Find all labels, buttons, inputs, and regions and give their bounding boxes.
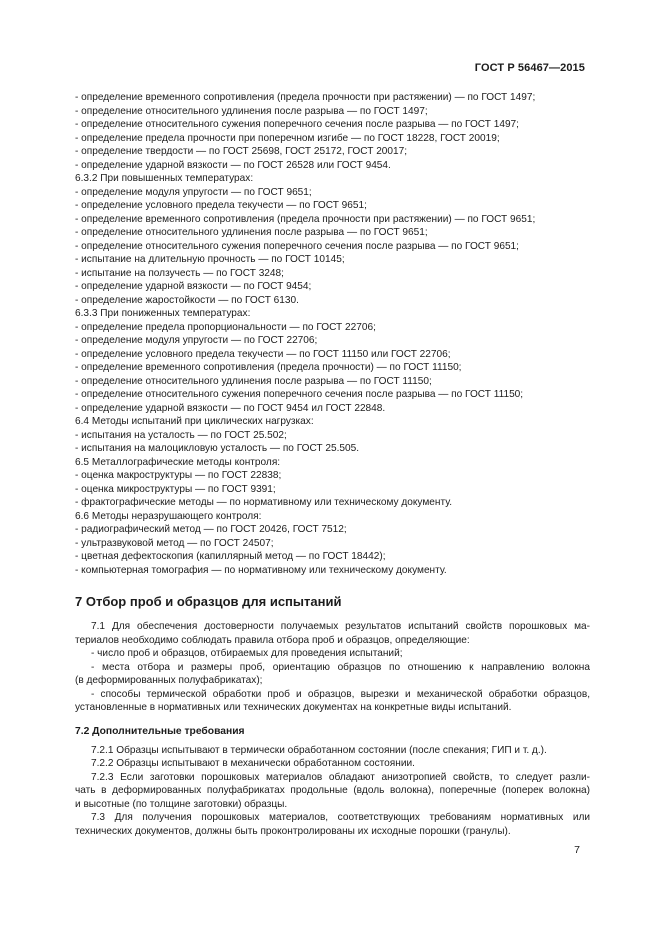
list-line: - определение относительного удлинения после разрыва — по ГОСТ 9651; (75, 227, 428, 238)
paragraph-7-2-3-line: 7.2.3 Если заготовки порошковых материалов обладают анизотропией свойств, то следует разли- (91, 771, 590, 783)
list-line: - определение относительного сужения поперечного сечения после разрыва — по ГОСТ 1497; (75, 119, 519, 130)
list-line: - определение модуля упругости — по ГОСТ 22706; (75, 335, 318, 346)
bullet-item-continued: (в деформированных полуфабрикатах); (75, 675, 263, 686)
list-line: - испытания на усталость — по ГОСТ 25.502; (75, 429, 287, 441)
list-line: - определение предела пропорциональности — по ГОСТ 22706; (75, 321, 376, 333)
document-id: ГОСТ Р 56467—2015 (474, 62, 585, 74)
list-line: - радиографический метод — по ГОСТ 20426, ГОСТ 7512; (75, 524, 347, 535)
list-line: - компьютерная томография — по нормативному или техническому документу. (75, 564, 447, 576)
list-line: 6.3.3 При пониженных температурах: (75, 308, 251, 319)
list-line: - ультразвуковой метод — по ГОСТ 24507; (75, 537, 274, 549)
list-line: - определение относительного удлинения после разрыва — по ГОСТ 11150; (75, 375, 432, 387)
list-line: - оценка макроструктуры — по ГОСТ 22838; (75, 470, 282, 481)
list-line: - испытание на длительную прочность — по ГОСТ 10145; (75, 254, 345, 265)
paragraph-7-2-3-line: и высотные (по толщине заготовки) образцы. (75, 798, 288, 810)
paragraph-7-1-line: териалов необходимо соблюдать правила отбора проб и образцов, определяющие: (75, 634, 470, 646)
list-line: - испытания на малоцикловую усталость — по ГОСТ 25.505. (75, 443, 360, 454)
list-line: 6.6 Методы неразрушающего контроля: (75, 510, 262, 522)
bullet-item: - места отбора и размеры проб, ориентацию образцов по отношению к направлению волокна (91, 661, 590, 673)
list-line: - определение ударной вязкости — по ГОСТ 9454; (75, 281, 312, 292)
bullet-item: - способы термической обработки проб и образцов, вырезки и механической обработки образцов, (91, 688, 590, 700)
paragraph-7-3-line: 7.3 Для получения порошковых материалов, соответствующих требованиям нормативных или (91, 812, 590, 823)
list-line: - определение условного предела текучести — по ГОСТ 9651; (75, 200, 367, 211)
page-number: 7 (574, 844, 580, 856)
subsection-7-2-title: 7.2 Дополнительные требования (75, 725, 245, 737)
list-line: - оценка микроструктуры — по ГОСТ 9391; (75, 483, 276, 495)
list-line: - фрактографические методы — по нормативному или техническому документу. (75, 497, 453, 508)
list-line: - определение временного сопротивления (предела прочности) — по ГОСТ 11150; (75, 362, 462, 373)
paragraph-7-1-line: 7.1 Для обеспечения достоверности получаемых результатов испытаний свойств порошковых ма- (91, 621, 590, 632)
test-methods-list (75, 91, 590, 577)
list-line: - определение относительного сужения поперечного сечения после разрыва — по ГОСТ 11150; (75, 389, 524, 400)
section-7-title: 7 Отбор проб и образцов для испытаний (75, 594, 342, 609)
list-line: - определение предела прочности при поперечном изгибе — по ГОСТ 18228, ГОСТ 20019; (75, 132, 500, 144)
section-7-body (75, 620, 590, 838)
list-line: 6.5 Металлографические методы контроля: (75, 456, 281, 468)
list-line: - определение условного предела текучести — по ГОСТ 11150 или ГОСТ 22706; (75, 348, 451, 360)
list-line: - определение временного сопротивления (предела прочности при растяжении) — по ГОСТ 1497; (75, 92, 536, 103)
bullet-item-continued: установленные в нормативных или технических документах на конкретные виды испытаний. (75, 702, 512, 713)
list-line: - испытание на ползучесть — по ГОСТ 3248; (75, 267, 284, 279)
paragraph-7-2-2: 7.2.2 Образцы испытывают в механически обработанном состоянии. (91, 758, 415, 769)
paragraph-7-3-line: технических документов, должны быть проконтролированы их исходные порошки (гранулы). (75, 825, 511, 837)
paragraph-7-2-1: 7.2.1 Образцы испытывают в термически обработанном состоянии (после спекания; ГИП и т. д.). (91, 744, 547, 756)
list-line: - определение твердости — по ГОСТ 25698, ГОСТ 25172, ГОСТ 20017; (75, 146, 408, 157)
list-line: - определение модуля упругости — по ГОСТ 9651; (75, 186, 312, 198)
paragraph-7-2-3-line: чать в деформированных полуфабрикатах продольные (вдоль волокна), поперечные (поперек волокна) (75, 785, 590, 796)
list-line: - определение ударной вязкости — по ГОСТ 26528 или ГОСТ 9454. (75, 159, 391, 171)
list-line: 6.3.2 При повышенных температурах: (75, 173, 254, 184)
list-line: - определение жаростойкости — по ГОСТ 6130. (75, 294, 299, 306)
list-line: 6.4 Методы испытаний при циклических нагрузках: (75, 416, 314, 427)
list-line: - цветная дефектоскопия (капиллярный метод — по ГОСТ 18442); (75, 551, 386, 562)
list-line: - определение относительного сужения поперечного сечения после разрыва — по ГОСТ 9651; (75, 240, 519, 252)
list-line: - определение ударной вязкости — по ГОСТ 9454 ил ГОСТ 22848. (75, 402, 386, 414)
bullet-item: - число проб и образцов, отбираемых для проведения испытаний; (91, 648, 403, 659)
list-line: - определение временного сопротивления (предела прочности при растяжении) — по ГОСТ 9651; (75, 213, 536, 225)
list-line: - определение относительного удлинения после разрыва — по ГОСТ 1497; (75, 105, 428, 117)
